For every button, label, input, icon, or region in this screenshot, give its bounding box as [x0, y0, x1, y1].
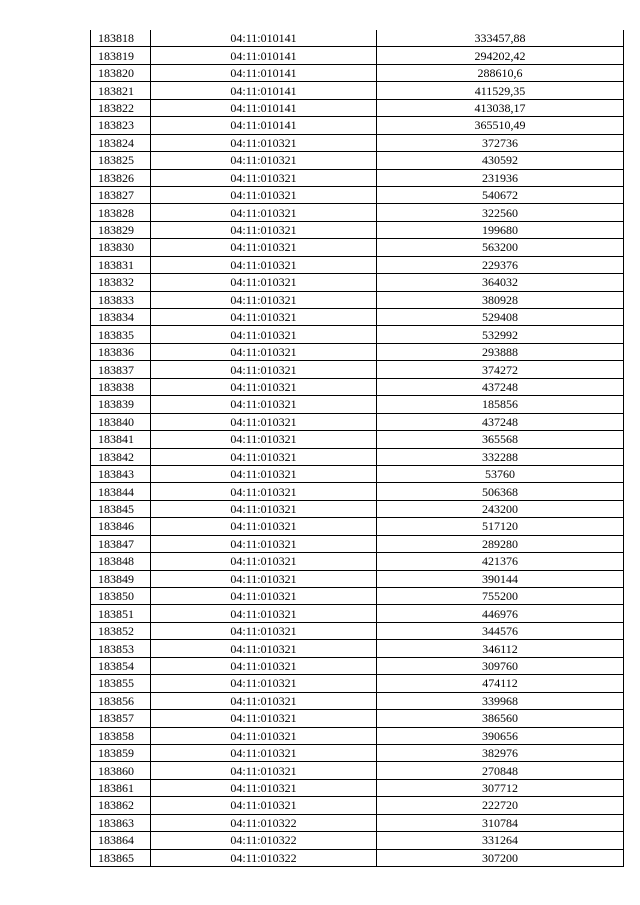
cadastral-value-cell: 506368	[377, 483, 624, 500]
cadastral-value-cell: 332288	[377, 448, 624, 465]
cadastral-value-cell: 309760	[377, 657, 624, 674]
row-number-cell: 183839	[91, 396, 151, 413]
cadastral-number-cell: 04:11:010321	[151, 483, 377, 500]
row-number-cell: 183826	[91, 169, 151, 186]
table-row	[91, 117, 624, 134]
cadastral-number-cell: 04:11:010321	[151, 605, 377, 622]
cadastral-value-cell: 307200	[377, 849, 624, 866]
cadastral-number-cell: 04:11:010321	[151, 500, 377, 517]
cadastral-value-cell: 344576	[377, 622, 624, 639]
row-number-cell: 183862	[91, 797, 151, 814]
cadastral-number-cell: 04:11:010321	[151, 431, 377, 448]
row-number-cell: 183842	[91, 448, 151, 465]
row-number-cell: 183854	[91, 657, 151, 674]
cadastral-number-cell: 04:11:010321	[151, 396, 377, 413]
cadastral-number-cell: 04:11:010321	[151, 779, 377, 796]
table-row	[91, 518, 624, 535]
table-row	[91, 378, 624, 395]
row-number-cell: 183850	[91, 588, 151, 605]
cadastral-value-cell: 413038,17	[377, 99, 624, 116]
cadastral-value-cell: 382976	[377, 744, 624, 761]
row-number-cell: 183852	[91, 622, 151, 639]
table-row	[91, 152, 624, 169]
cadastral-value-cell: 289280	[377, 535, 624, 552]
table-row	[91, 431, 624, 448]
cadastral-number-cell: 04:11:010321	[151, 762, 377, 779]
table-row	[91, 710, 624, 727]
cadastral-number-cell: 04:11:010321	[151, 622, 377, 639]
row-number-cell: 183860	[91, 762, 151, 779]
row-number-cell: 183861	[91, 779, 151, 796]
table-row	[91, 396, 624, 413]
cadastral-number-cell: 04:11:010141	[151, 30, 377, 47]
table-row	[91, 657, 624, 674]
table-row	[91, 256, 624, 273]
table-row	[91, 291, 624, 308]
table-row	[91, 832, 624, 849]
table-row	[91, 553, 624, 570]
table-row	[91, 239, 624, 256]
row-number-cell: 183855	[91, 675, 151, 692]
cadastral-number-cell: 04:11:010321	[151, 343, 377, 360]
row-number-cell: 183834	[91, 309, 151, 326]
cadastral-value-cell: 430592	[377, 152, 624, 169]
cadastral-value-cell: 437248	[377, 413, 624, 430]
cadastral-number-cell: 04:11:010321	[151, 274, 377, 291]
row-number-cell: 183819	[91, 47, 151, 64]
table-row	[91, 500, 624, 517]
cadastral-number-cell: 04:11:010321	[151, 221, 377, 238]
cadastral-value-cell: 53760	[377, 465, 624, 482]
cadastral-number-cell: 04:11:010321	[151, 675, 377, 692]
row-number-cell: 183821	[91, 82, 151, 99]
table-row	[91, 727, 624, 744]
cadastral-number-cell: 04:11:010322	[151, 814, 377, 831]
cadastral-value-cell: 411529,35	[377, 82, 624, 99]
cadastral-value-cell: 333457,88	[377, 30, 624, 47]
cadastral-value-cell: 229376	[377, 256, 624, 273]
row-number-cell: 183823	[91, 117, 151, 134]
cadastral-value-cell: 288610,6	[377, 64, 624, 81]
cadastral-number-cell: 04:11:010321	[151, 744, 377, 761]
row-number-cell: 183858	[91, 727, 151, 744]
row-number-cell: 183856	[91, 692, 151, 709]
cadastral-value-cell: 374272	[377, 361, 624, 378]
cadastral-number-cell: 04:11:010141	[151, 47, 377, 64]
cadastral-number-cell: 04:11:010141	[151, 117, 377, 134]
row-number-cell: 183824	[91, 134, 151, 151]
cadastral-value-cell: 365510,49	[377, 117, 624, 134]
cadastral-number-cell: 04:11:010321	[151, 326, 377, 343]
row-number-cell: 183847	[91, 535, 151, 552]
table-row	[91, 169, 624, 186]
cadastral-value-cell: 331264	[377, 832, 624, 849]
row-number-cell: 183818	[91, 30, 151, 47]
table-row	[91, 204, 624, 221]
row-number-cell: 183837	[91, 361, 151, 378]
cadastral-value-cell: 231936	[377, 169, 624, 186]
cadastral-number-cell: 04:11:010141	[151, 64, 377, 81]
cadastral-value-cell: 517120	[377, 518, 624, 535]
row-number-cell: 183845	[91, 500, 151, 517]
cadastral-number-cell: 04:11:010321	[151, 797, 377, 814]
row-number-cell: 183822	[91, 99, 151, 116]
row-number-cell: 183828	[91, 204, 151, 221]
cadastral-value-cell: 563200	[377, 239, 624, 256]
cadastral-number-cell: 04:11:010321	[151, 204, 377, 221]
row-number-cell: 183853	[91, 640, 151, 657]
table-row	[91, 361, 624, 378]
cadastral-value-cell: 294202,42	[377, 47, 624, 64]
cadastral-number-cell: 04:11:010321	[151, 378, 377, 395]
cadastral-value-cell: 540672	[377, 186, 624, 203]
cadastral-number-cell: 04:11:010321	[151, 448, 377, 465]
cadastral-number-cell: 04:11:010321	[151, 727, 377, 744]
row-number-cell: 183829	[91, 221, 151, 238]
row-number-cell: 183841	[91, 431, 151, 448]
table-row	[91, 309, 624, 326]
cadastral-value-cell: 270848	[377, 762, 624, 779]
row-number-cell: 183844	[91, 483, 151, 500]
cadastral-value-cell: 421376	[377, 553, 624, 570]
row-number-cell: 183836	[91, 343, 151, 360]
cadastral-number-cell: 04:11:010321	[151, 291, 377, 308]
cadastral-value-cell: 322560	[377, 204, 624, 221]
cadastral-number-cell: 04:11:010321	[151, 239, 377, 256]
row-number-cell: 183848	[91, 553, 151, 570]
cadastral-number-cell: 04:11:010321	[151, 134, 377, 151]
cadastral-value-cell: 446976	[377, 605, 624, 622]
cadastral-number-cell: 04:11:010321	[151, 588, 377, 605]
cadastral-number-cell: 04:11:010322	[151, 849, 377, 866]
table-row	[91, 535, 624, 552]
row-number-cell: 183843	[91, 465, 151, 482]
row-number-cell: 183857	[91, 710, 151, 727]
table-row	[91, 483, 624, 500]
cadastral-value-cell: 386560	[377, 710, 624, 727]
table-row	[91, 605, 624, 622]
cadastral-number-cell: 04:11:010321	[151, 657, 377, 674]
row-number-cell: 183846	[91, 518, 151, 535]
table-row	[91, 570, 624, 587]
cadastral-value-cell: 474112	[377, 675, 624, 692]
table-row	[91, 640, 624, 657]
row-number-cell: 183827	[91, 186, 151, 203]
row-number-cell: 183835	[91, 326, 151, 343]
cadastral-number-cell: 04:11:010141	[151, 99, 377, 116]
cadastral-value-cell: 372736	[377, 134, 624, 151]
cadastral-value-cell: 307712	[377, 779, 624, 796]
cadastral-value-cell: 755200	[377, 588, 624, 605]
cadastral-number-cell: 04:11:010321	[151, 640, 377, 657]
row-number-cell: 183825	[91, 152, 151, 169]
cadastral-value-cell: 437248	[377, 378, 624, 395]
table-row	[91, 343, 624, 360]
table-row	[91, 186, 624, 203]
cadastral-value-cell: 293888	[377, 343, 624, 360]
cadastral-number-cell: 04:11:010321	[151, 710, 377, 727]
table-row	[91, 134, 624, 151]
table-row	[91, 30, 624, 47]
cadastral-value-cell: 532992	[377, 326, 624, 343]
table-row	[91, 326, 624, 343]
cadastral-number-cell: 04:11:010321	[151, 256, 377, 273]
row-number-cell: 183830	[91, 239, 151, 256]
cadastral-number-cell: 04:11:010321	[151, 361, 377, 378]
cadastral-value-cell: 339968	[377, 692, 624, 709]
table-row	[91, 779, 624, 796]
table-row	[91, 675, 624, 692]
cadastral-value-cell: 380928	[377, 291, 624, 308]
table-row	[91, 814, 624, 831]
row-number-cell: 183838	[91, 378, 151, 395]
table-body	[91, 30, 624, 867]
row-number-cell: 183849	[91, 570, 151, 587]
table-row	[91, 448, 624, 465]
cadastral-number-cell: 04:11:010321	[151, 169, 377, 186]
cadastral-number-cell: 04:11:010321	[151, 535, 377, 552]
row-number-cell: 183851	[91, 605, 151, 622]
cadastral-number-cell: 04:11:010322	[151, 832, 377, 849]
table-row	[91, 762, 624, 779]
cadastral-value-cell: 346112	[377, 640, 624, 657]
cadastral-value-cell: 390656	[377, 727, 624, 744]
cadastral-value-cell: 390144	[377, 570, 624, 587]
cadastral-value-cell: 199680	[377, 221, 624, 238]
table-row	[91, 47, 624, 64]
row-number-cell: 183840	[91, 413, 151, 430]
table-row	[91, 465, 624, 482]
table-row	[91, 692, 624, 709]
row-number-cell: 183833	[91, 291, 151, 308]
cadastral-number-cell: 04:11:010321	[151, 570, 377, 587]
cadastral-number-cell: 04:11:010321	[151, 152, 377, 169]
table-row	[91, 744, 624, 761]
table-row	[91, 99, 624, 116]
table-row	[91, 797, 624, 814]
cadastral-number-cell: 04:11:010321	[151, 465, 377, 482]
table-row	[91, 413, 624, 430]
cadastral-value-table	[90, 30, 624, 867]
table-row	[91, 849, 624, 866]
cadastral-value-cell: 529408	[377, 309, 624, 326]
table-row	[91, 274, 624, 291]
row-number-cell: 183864	[91, 832, 151, 849]
row-number-cell: 183831	[91, 256, 151, 273]
table-row	[91, 588, 624, 605]
cadastral-value-cell: 364032	[377, 274, 624, 291]
cadastral-number-cell: 04:11:010321	[151, 413, 377, 430]
table-row	[91, 622, 624, 639]
table-row	[91, 64, 624, 81]
cadastral-value-cell: 365568	[377, 431, 624, 448]
table-row	[91, 82, 624, 99]
table-row	[91, 221, 624, 238]
cadastral-value-cell: 310784	[377, 814, 624, 831]
cadastral-number-cell: 04:11:010321	[151, 553, 377, 570]
cadastral-number-cell: 04:11:010321	[151, 518, 377, 535]
cadastral-value-cell: 222720	[377, 797, 624, 814]
row-number-cell: 183820	[91, 64, 151, 81]
cadastral-number-cell: 04:11:010141	[151, 82, 377, 99]
row-number-cell: 183832	[91, 274, 151, 291]
row-number-cell: 183865	[91, 849, 151, 866]
row-number-cell: 183859	[91, 744, 151, 761]
row-number-cell: 183863	[91, 814, 151, 831]
cadastral-number-cell: 04:11:010321	[151, 692, 377, 709]
cadastral-value-cell: 185856	[377, 396, 624, 413]
cadastral-value-cell: 243200	[377, 500, 624, 517]
cadastral-number-cell: 04:11:010321	[151, 186, 377, 203]
cadastral-number-cell: 04:11:010321	[151, 309, 377, 326]
